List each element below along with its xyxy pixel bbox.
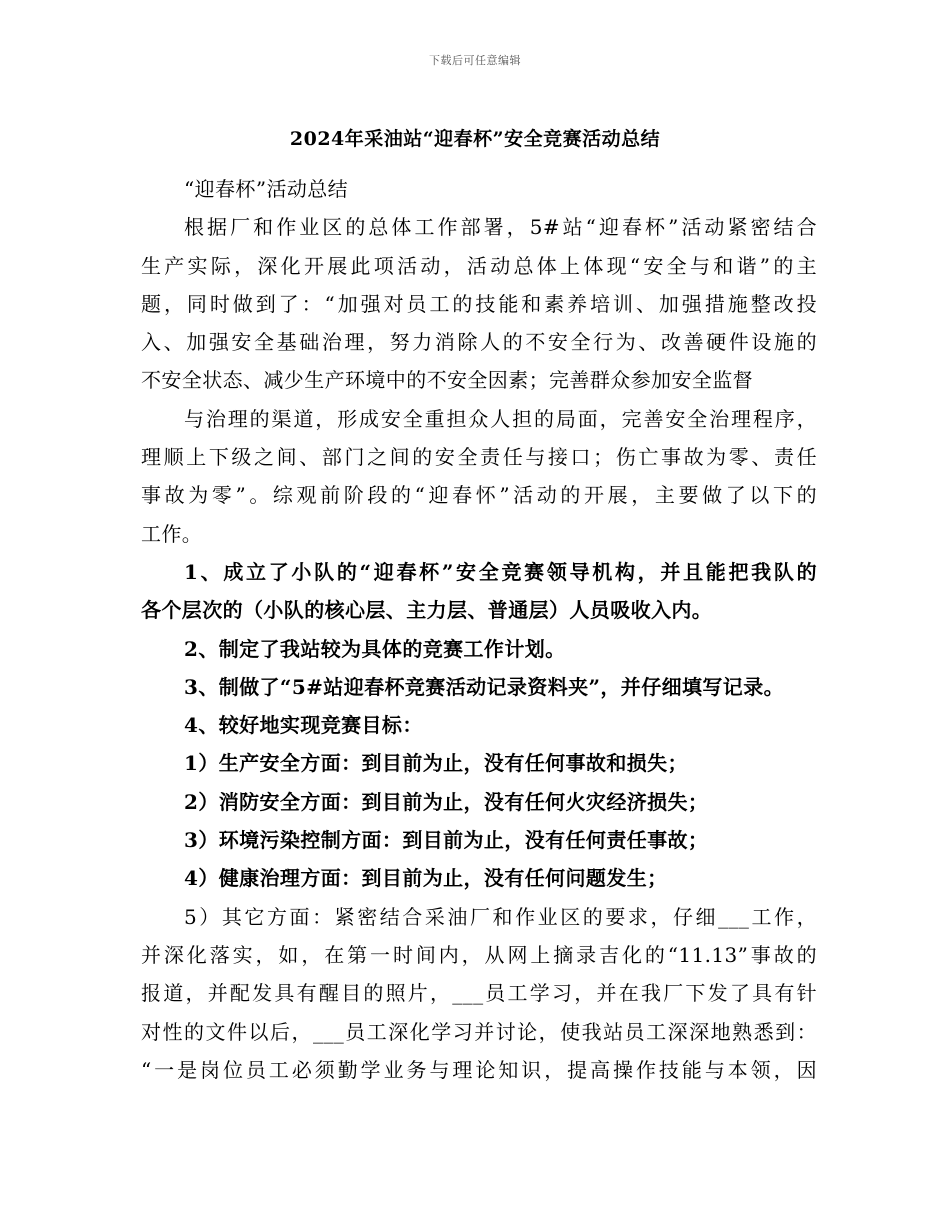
body-line-subtitle: “迎春杯”活动总结 — [184, 177, 349, 201]
list-item-1-cont: 各个层次的（小队的核心层、主力层、普通层）人员吸收入内。 — [141, 598, 713, 623]
document-title: 2024年采油站“迎春杯”安全竞赛活动总结 — [289, 128, 661, 150]
sub-item-3: 3）环境污染控制方面：到目前为止，没有任何责任事故； — [184, 828, 709, 853]
list-item-2: 2、制定了我站较为具体的竞赛工作计划。 — [184, 636, 566, 661]
body-line: 报道，并配发具有醒目的照片，___员工学习，并在我厂下发了具有针 — [141, 981, 817, 1006]
body-line: 并深化落实，如，在第一时间内，从网上摘录吉化的“11.13”事故的 — [141, 942, 817, 967]
list-item-3: 3、制做了“5#站迎春杯竞赛活动记录资料夹”，并仔细填写记录。 — [184, 674, 784, 699]
body-line: 事故为零”。综观前阶段的“迎春怀”活动的开展，主要做了以下的 — [141, 483, 817, 508]
sub-item-4: 4）健康治理方面：到目前为止，没有任何问题发生； — [184, 866, 668, 891]
document-body — [141, 170, 817, 1089]
body-line: 工作。 — [141, 521, 203, 546]
body-line: 根据厂和作业区的总体工作部署，5#站“迎春杯”活动紧密结合 — [184, 215, 817, 240]
body-line: 入、加强安全基础治理，努力消除人的不安全行为、改善硬件设施的 — [141, 330, 817, 355]
body-line: 与治理的渠道，形成安全重担众人担的局面，完善安全治理程序， — [184, 406, 817, 431]
sub-item-2: 2）消防安全方面：到目前为止，没有任何火灾经济损失； — [184, 789, 709, 814]
body-line: 生产实际，深化开展此项活动，活动总体上体现“安全与和谐”的主 — [141, 253, 817, 278]
sub-item-1: 1）生产安全方面：到目前为止，没有任何事故和损失； — [184, 751, 688, 776]
page-header-note: 下载后可任意编辑 — [429, 54, 521, 67]
sub-item-5: 5）其它方面：紧密结合采油厂和作业区的要求，仔细___工作， — [184, 904, 817, 929]
body-line: “一是岗位员工必须勤学业务与理论知识，提高操作技能与本领，因 — [141, 1057, 817, 1082]
list-item-4: 4、较好地实现竞赛目标： — [184, 713, 423, 738]
body-line: 不安全状态、减少生产环境中的不安全因素；完善群众参加安全监督 — [141, 368, 753, 393]
list-item-1: 1、成立了小队的“迎春杯”安全竞赛领导机构，并且能把我队的 — [184, 559, 817, 584]
body-line: 对性的文件以后，___员工深化学习并讨论，使我站员工深深地熟悉到： — [141, 1019, 817, 1044]
body-line: 题，同时做到了：“加强对员工的技能和素养培训、加强措施整改投 — [141, 291, 817, 316]
body-line: 理顺上下级之间、部门之间的安全责任与接口；伤亡事故为零、责任 — [141, 445, 817, 470]
